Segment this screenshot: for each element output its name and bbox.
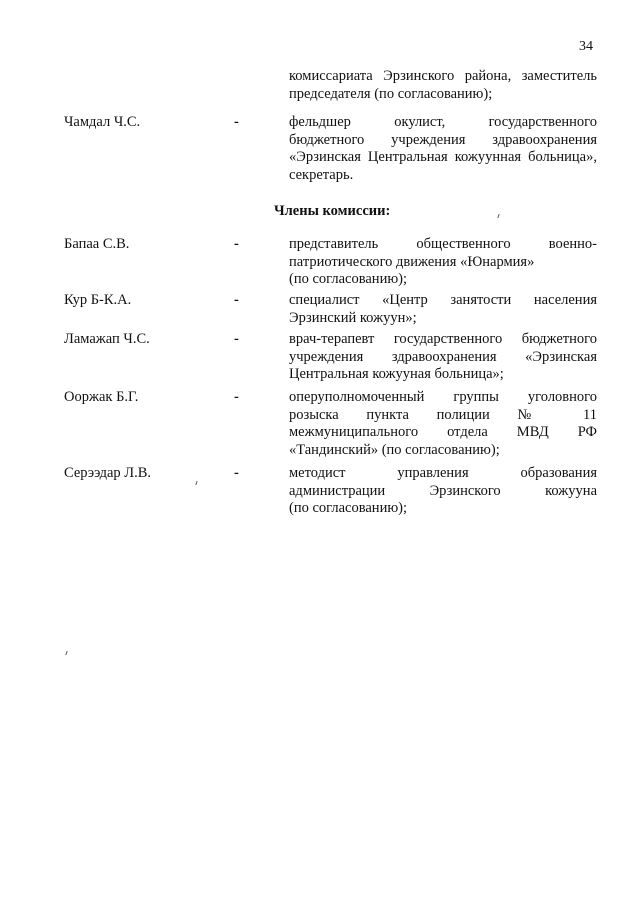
person-description [289,389,597,459]
person-name: Кур Б-К.А. [64,292,132,308]
dash-separator: - [234,114,239,130]
person-name: Серээдар Л.В. [64,465,152,481]
person-name: Ламажап Ч.С. [64,331,150,347]
scan-speck [65,651,67,655]
person-name: Бапаа С.В. [64,236,130,252]
description-line: Эрзинский кожуун»; [289,309,417,326]
description-line: «Эрзинская Центральная кожуунная больница», [289,149,597,165]
description-line: представитель общественного военно- [289,236,597,252]
dash-separator: - [234,236,239,252]
dash-separator: - [234,292,239,308]
description-line: бюджетного учреждения здравоохранения [289,131,597,148]
scan-speck [195,481,197,485]
description-line: комиссариата Эрзинского района, заместитель [289,68,597,84]
description-line: Центральная кожууная больница»; [289,366,504,382]
description-line: специалист «Центр занятости населения [289,292,597,308]
description-line: секретарь. [289,166,354,183]
description-line: председателя (по согласованию); [289,85,493,102]
continuation-description [289,68,597,103]
person-description [289,465,597,518]
person-description [289,292,597,327]
person-description [289,114,597,184]
person-name: Ооржак Б.Г. [64,389,139,405]
description-line: администрации Эрзинского кожууна [289,482,597,499]
dash-separator: - [234,465,239,481]
dash-separator: - [234,389,239,405]
page-number: 34 [579,39,593,54]
description-line: учреждения здравоохранения «Эрзинская [289,348,597,365]
description-line: (по согласованию); [289,271,408,287]
person-description [289,331,597,384]
description-line: методист управления образования [289,465,597,481]
description-line: (по согласованию); [289,500,408,516]
description-line: фельдшер окулист, государственного [289,114,597,130]
description-line: врач-терапевт государственного бюджетного [289,331,597,347]
person-name: Чамдал Ч.С. [64,114,141,130]
members-heading: Члены комиссии: [274,203,391,219]
scan-speck [497,214,499,218]
description-line: межмуниципального отдела МВД РФ [289,424,597,440]
description-line: патриотического движения «Юнармия» [289,253,535,270]
description-line: розыска пункта полиции № 11 [289,406,597,423]
description-line: «Тандинский» (по согласованию); [289,441,500,458]
dash-separator: - [234,331,239,347]
person-description [289,236,597,289]
description-line: оперуполномоченный группы уголовного [289,389,597,405]
